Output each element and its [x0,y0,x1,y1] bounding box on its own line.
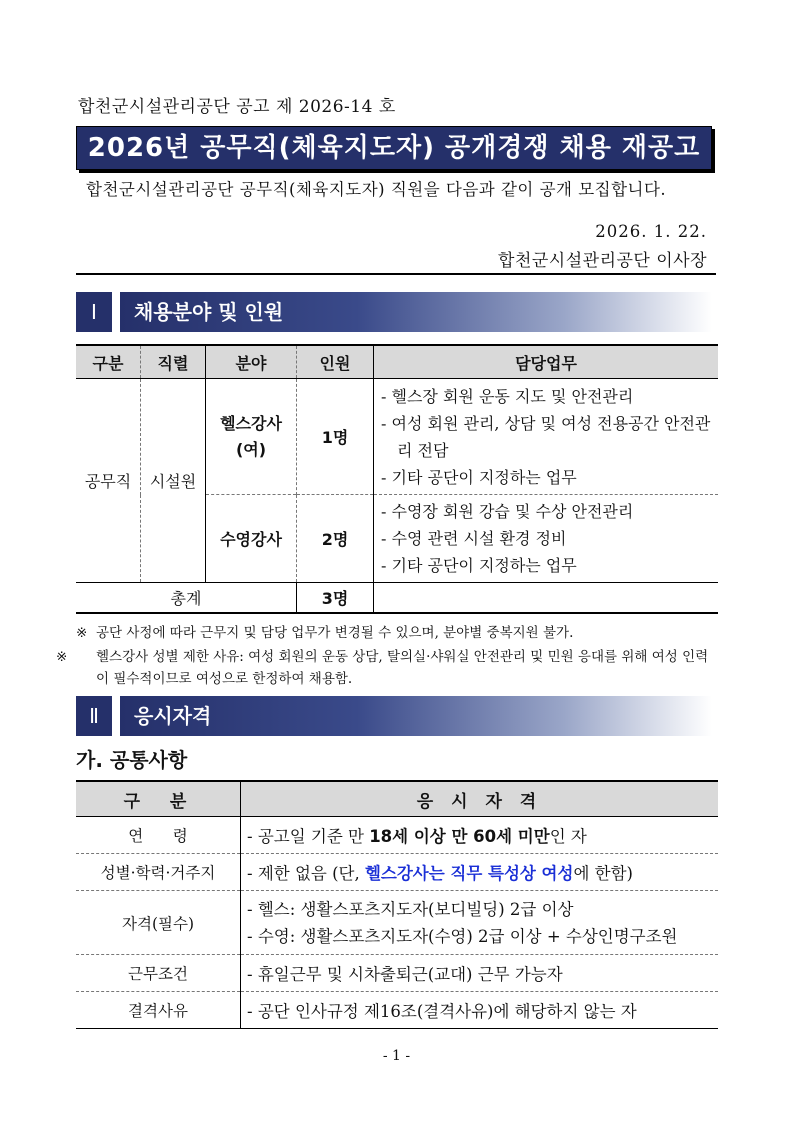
duties-cell [374,495,719,583]
work-label: 근무조건 [76,955,241,992]
issuer: 합천군시설관리공단 이사장 [498,251,707,271]
disq-label: 결격사유 [76,992,241,1029]
table-header-row [76,781,718,817]
duty-item: - 기타 공단이 지정하는 업무 [381,467,577,487]
header-divider [76,273,716,275]
age-post: 인 자 [549,827,587,846]
table-row [76,992,718,1029]
section-1-heading [76,292,712,332]
work-value: - 휴일근무 및 시차출퇴근(교대) 근무 가능자 [241,955,719,992]
table-header-row [76,345,718,379]
license-label: 자격(필수) [76,891,241,955]
duty-item: - 수영 관련 시설 환경 정비 [381,529,567,548]
age-value [241,817,719,854]
section-1-label: 채용분야 및 인원 [134,300,284,324]
field-cell: 수영강사 [206,495,297,583]
note-2 [56,646,718,690]
notice-number: 합천군시설관리공단 공고 제 2026-14 호 [78,97,396,117]
age-pre: - 공고일 기준 만 [247,827,370,846]
intro-text: 합천군시설관리공단 공무직(체육지도자) 직원을 다음과 같이 공개 모집합니다. [86,180,667,199]
total-empty [374,583,719,613]
note-mark: ※ [76,625,88,641]
section-2-number: Ⅱ [76,696,112,736]
header-field: 분야 [206,345,297,379]
table-row [76,854,718,891]
header-category: 구분 [76,345,141,379]
license-value [241,891,719,955]
table-row [76,891,718,955]
age-bold: 18세 이상 만 60세 미만 [369,827,550,846]
license-line: - 헬스: 생활스포츠지도자(보디빌딩) 2급 이상 [247,899,574,919]
general-label: 성별·학력·거주지 [76,854,241,891]
note-text: 공단 사정에 따라 근무지 및 담당 업무가 변경될 수 있으며, 분야별 중복지원 불가. [96,625,574,641]
license-line: - 수영: 생활스포츠지도자(수영) 2급 이상 + 수상인명구조원 [247,926,678,946]
table-row [76,817,718,854]
header-duties: 담당업무 [374,345,719,379]
section-2-label: 응시자격 [134,704,212,728]
document-title: 2026년 공무직(체육지도자) 공개경쟁 채용 재공고 [76,126,712,170]
series-cell: 시설원 [141,379,206,583]
section-1-number: Ⅰ [76,292,112,332]
duties-cell [374,379,719,495]
page-number: - 1 - [382,1048,411,1064]
field-cell: 헬스강사 (여) [206,379,297,495]
note-text: 헬스강사 성별 제한 사유: 여성 회원의 운동 상담, 탈의실·샤워실 안전관리 및 민원 응대를 위해 여성 인력이 필수적이므로 여성으로 한정하여 채용함. [96,649,709,687]
duty-item: - 기타 공단이 지정하는 업무 [381,556,577,575]
notice-date: 2026. 1. 22. [595,222,707,241]
header-qualification: 응 시 자 격 [241,781,719,817]
total-row [76,583,718,613]
age-label: 연 령 [76,817,241,854]
general-pre: - 제한 없음 (단, [247,864,365,883]
duty-item: - 여성 회원 관리, 상담 및 여성 전용공간 안전관리 전담 [381,413,711,460]
general-highlight: 헬스강사는 직무 특성상 여성 [364,864,574,883]
section-2-heading [76,696,712,736]
total-label: 총계 [76,583,297,613]
subsection-title: 가. 공통사항 [76,748,188,772]
note-1 [76,622,718,644]
duty-item: - 수영장 회원 강습 및 수상 안전관리 [381,502,634,521]
general-value [241,854,719,891]
qualification-table [76,780,718,1029]
recruitment-table [76,344,718,614]
total-count: 3명 [297,583,374,613]
note-mark: ※ [56,649,68,665]
duty-item: - 헬스장 회원 운동 지도 및 안전관리 [381,386,634,406]
disq-value: - 공단 인사규정 제16조(결격사유)에 해당하지 않는 자 [241,992,719,1029]
table-row [76,379,718,495]
header-division: 구 분 [76,781,241,817]
header-count: 인원 [297,345,374,379]
category-cell: 공무직 [76,379,141,583]
general-post: 에 한함) [573,864,633,883]
count-cell: 1명 [297,379,374,495]
table-row [76,955,718,992]
count-cell: 2명 [297,495,374,583]
header-series: 직렬 [141,345,206,379]
